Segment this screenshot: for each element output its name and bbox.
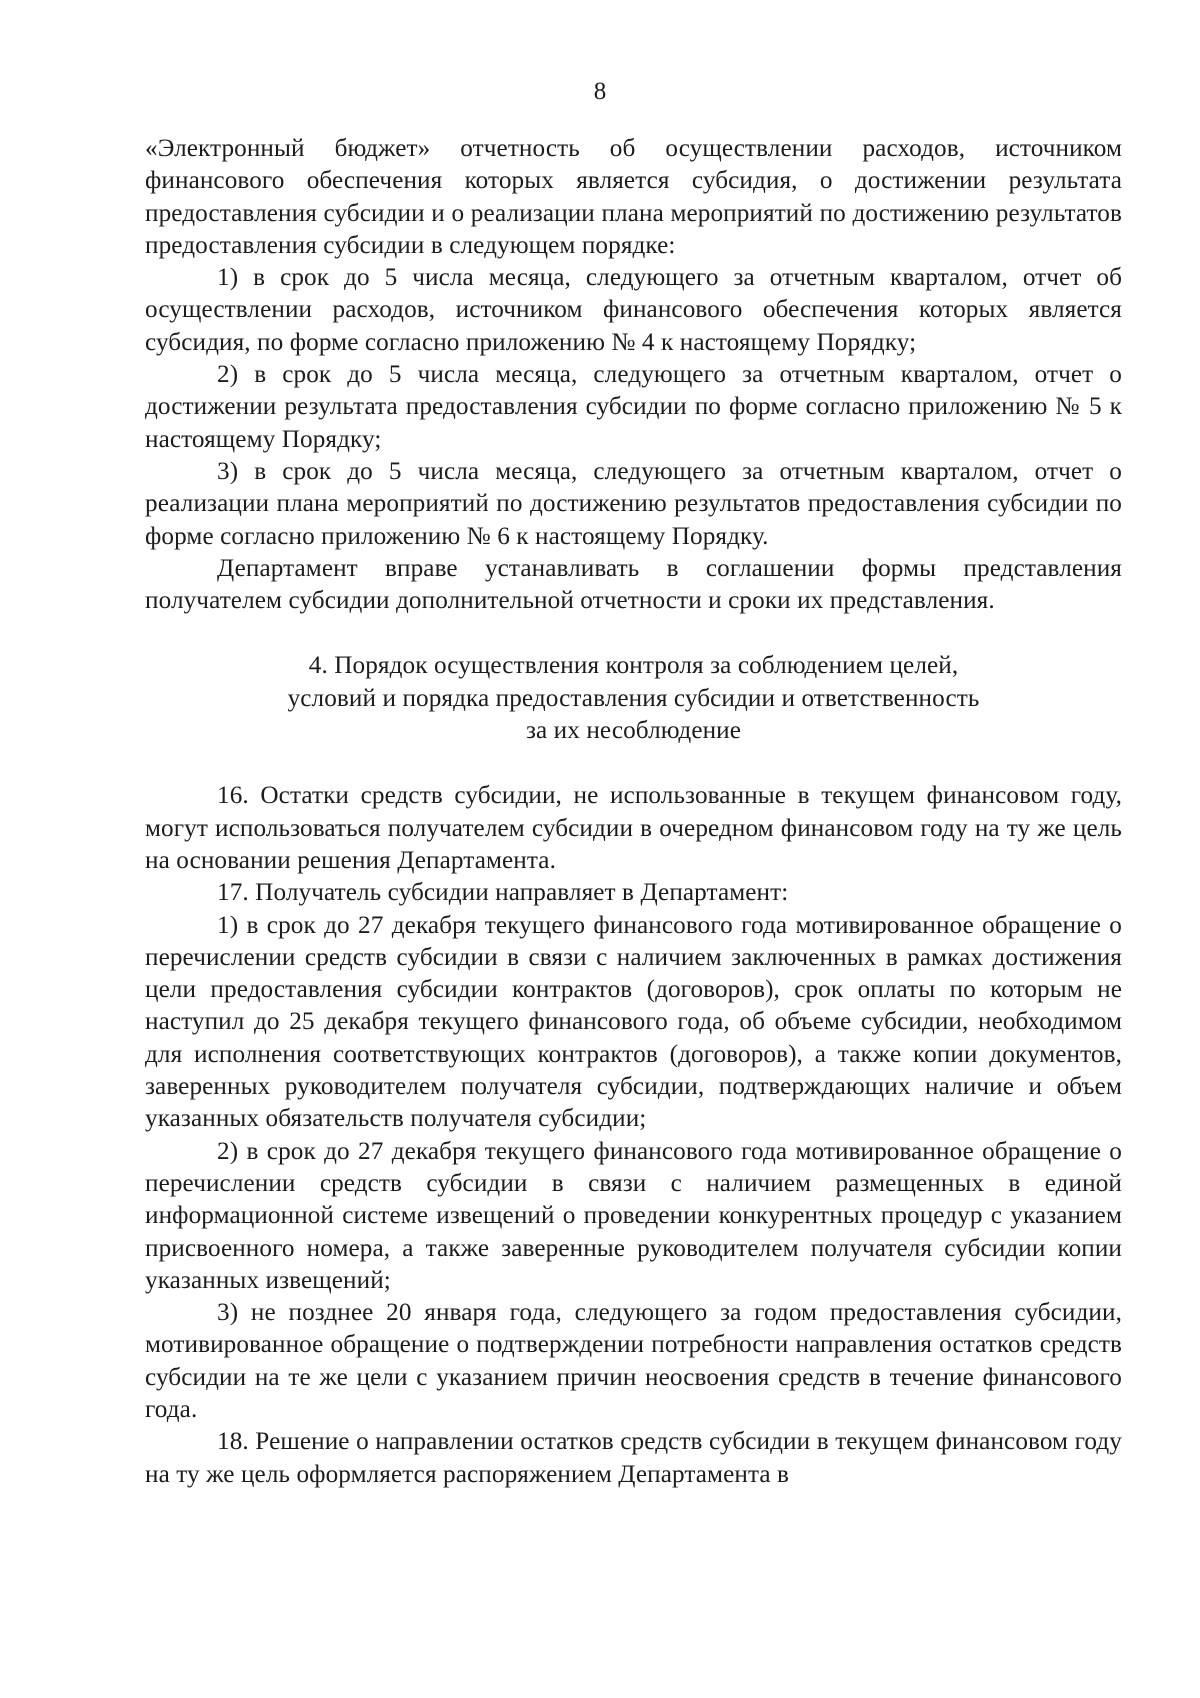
paragraph-item-2-result-report: 2) в срок до 5 числа месяца, следующего за отчетным кварталом, отчет о достижении результата предоставления субсидии по форме согласно приложению № 5 к настоящему Порядку;	[145, 361, 1122, 453]
paragraph-18-decision: 18. Решение о направлении остатков средств субсидии в текущем финансовом году на ту же цель оформляется распоряжением Департамента в	[145, 1428, 1122, 1488]
page-number: 8	[593, 78, 607, 105]
section-heading	[145, 650, 1122, 747]
paragraph-17-item-3: 3) не позднее 20 января года, следующего за годом предоставления субсидии, мотивированное обращение о подтверждении потребности направления остатков средств субсидии на те же цели с указанием причин неосвоения средств в течение финансового года.	[145, 1299, 1122, 1423]
paragraph-17-recipient-submits: 17. Получатель субсидии направляет в Департамент:	[217, 879, 789, 907]
section-heading-line-2: условий и порядка предоставления субсидии и ответственность	[287, 684, 980, 712]
paragraph-additional-reporting: Департамент вправе устанавливать в соглашении формы представления получателем субсидии дополнительной отчетности и сроки их представления.	[145, 554, 1122, 615]
paragraph-reporting-intro: «Электронный бюджет» отчетность об осуществлении расходов, источником финансового обеспечения которых является субсидия, о достижении результата предоставления субсидии и о реализации плана мероприятий по достижению результатов предоставления субсидии в следующем порядке:	[145, 135, 1122, 259]
section-heading-line-1: 4. Порядок осуществления контроля за соблюдением целей,	[308, 652, 959, 680]
section-heading-line-3: за их несоблюдение	[525, 717, 742, 745]
paragraph-item-1-expenses-report: 1) в срок до 5 числа месяца, следующего за отчетным кварталом, отчет об осуществлении расходов, источником финансового обеспечения которых является субсидия, по форме согласно приложению № 4 к настоящему Порядку;	[145, 264, 1122, 356]
document-body	[145, 133, 1122, 1491]
paragraph-17-item-2: 2) в срок до 27 декабря текущего финансового года мотивированное обращение о перечислении средств субсидии в связи с наличием размещенных в единой информационной системе извещений о проведении конкурентных процедур с указанием присвоенного номера, а также заверенные руководителем получателя субсидии копии указанных извещений;	[145, 1137, 1122, 1294]
paragraph-16-remaining-funds: 16. Остатки средств субсидии, не использованные в текущем финансовом году, могут использоваться получателем субсидии в очередном финансовом году на ту же цель на основании решения Департамента.	[145, 782, 1122, 874]
paragraph-17-item-1: 1) в срок до 27 декабря текущего финансового года мотивированное обращение о перечислении средств субсидии в связи с наличием заключенных в рамках достижения цели предоставления субсидии контрактов (договоров), срок оплаты по которым не наступил до 25 декабря текущего финансового года, об объеме субсидии, необходимом для исполнения соответствующих контрактов (договоров), а также копии документов, заверенных руководителем получателя субсидии, подтверждающих наличие и объем указанных обязательств получателя субсидии;	[145, 911, 1122, 1133]
paragraph-item-3-plan-report: 3) в срок до 5 числа месяца, следующего за отчетным кварталом, отчет о реализации плана мероприятий по достижению результатов предоставления субсидии по форме согласно приложению № 6 к настоящему Порядку.	[145, 457, 1122, 550]
